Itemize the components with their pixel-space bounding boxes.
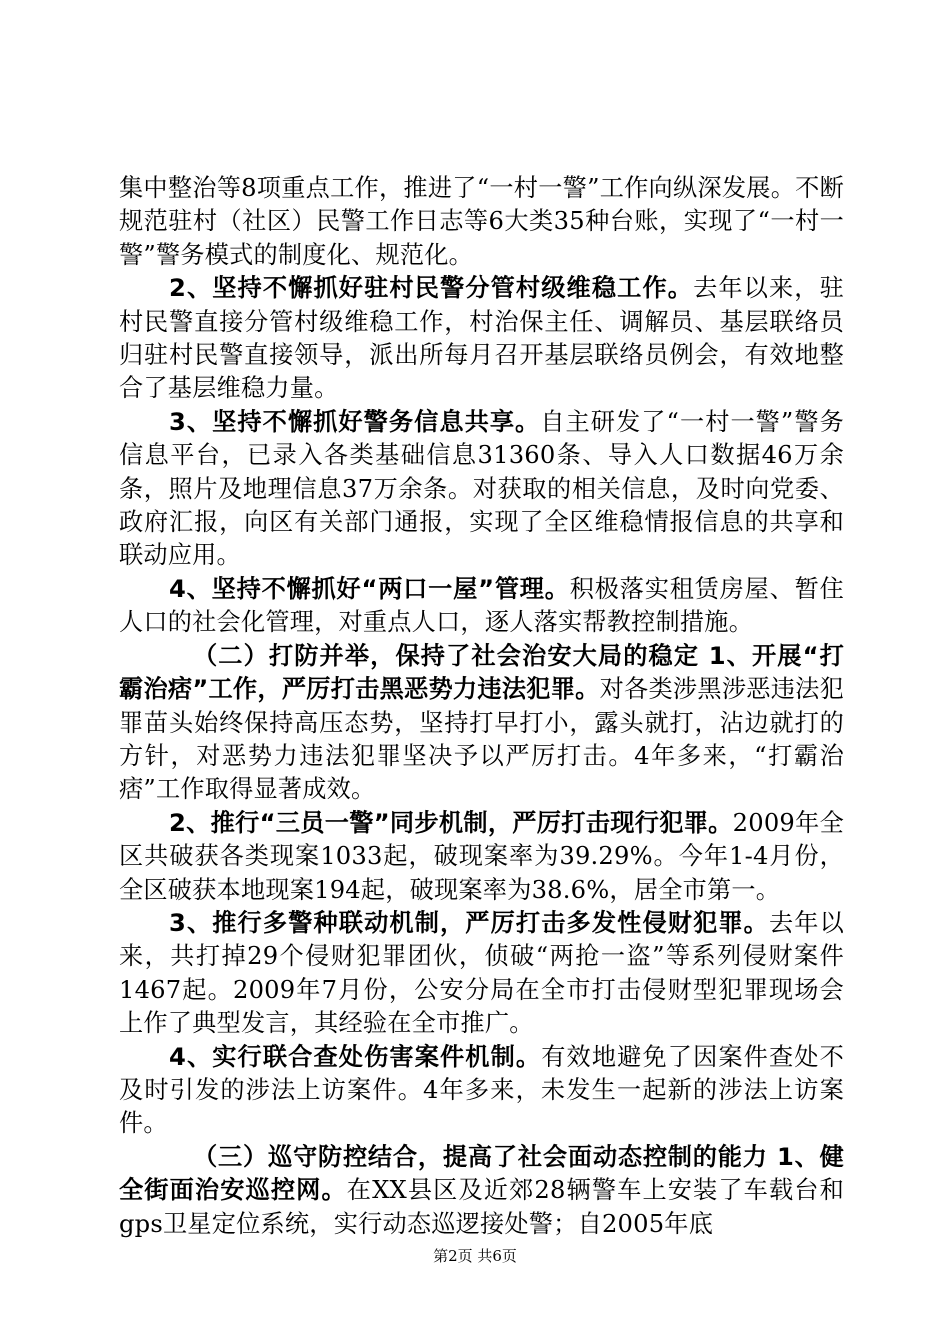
paragraph-text: 2009年全区共破获各类现案1033起，破现案率为39.29%。今年1-4月份，全区破获本地现案194起，破现案率为38.6%，居全市第一。 — [119, 808, 844, 904]
paragraph-1 — [119, 172, 844, 272]
paragraph-3 — [119, 406, 844, 573]
paragraph-4 — [119, 573, 844, 640]
paragraph-text: 对各类涉黑涉恶违法犯罪苗头始终保持高压态势，坚持打早打小，露头就打，沾边就打的方针，对恶势力违法犯罪坚决予以严厉打击。4年多来，“打霸治痞”工作取得显著成效。 — [119, 675, 844, 804]
paragraph-6 — [119, 807, 844, 907]
paragraph-text: 集中整治等8项重点工作，推进了“一村一警”工作向纵深发展。不断规范驻村（社区）民警工作日志等6大类35种台账，实现了“一村一警”警务模式的制度化、规范化。 — [119, 174, 844, 269]
paragraph-heading: 2、坚持不懈抓好驻村民警分管村级维稳工作。 — [169, 274, 694, 303]
document-body — [119, 172, 844, 1241]
paragraph-8 — [119, 1041, 844, 1141]
section-heading: （二）打防并举，保持了社会治安大局的稳定 1、开展“打霸治痞”工作，严厉打击黑恶势力违法犯罪。 — [119, 641, 844, 704]
paragraph-text: 去年以来，共打掉29个侵财犯罪团伙，侦破“两抢一盗”等系列侵财案件1467起。2009年7月份，公安分局在全市打击侵财型犯罪现场会上作了典型发言，其经验在全市推广。 — [119, 908, 844, 1038]
paragraph-5 — [119, 640, 844, 807]
paragraph-heading: 3、坚持不懈抓好警务信息共享。 — [169, 407, 541, 436]
paragraph-text: 有效地避免了因案件查处不及时引发的涉法上访案件。4年多来，未发生一起新的涉法上访案件。 — [119, 1042, 844, 1138]
paragraph-text: 积极落实租赁房屋、暂住人口的社会化管理，对重点人口，逐人落实帮教控制措施。 — [119, 574, 844, 637]
section-heading: （三）巡守防控结合，提高了社会面动态控制的能力 1、健全街面治安巡控网。 — [119, 1142, 844, 1205]
page-footer: 第2页 共6页 — [433, 1247, 517, 1265]
paragraph-heading: 2、推行“三员一警”同步机制，严厉打击现行犯罪。 — [169, 808, 733, 837]
paragraph-text: 在XX县区及近郊28辆警车上安装了车载台和gps卫星定位系统，实行动态巡逻接处警；自2005年底 — [119, 1176, 844, 1238]
paragraph-heading: 4、坚持不懈抓好“两口一屋”管理。 — [169, 574, 570, 603]
paragraph-text: 去年以来，驻村民警直接分管村级维稳工作，村治保主任、调解员、基层联络员归驻村民警直接领导，派出所每月召开基层联络员例会，有效地整合了基层维稳力量。 — [119, 274, 844, 403]
paragraph-heading: 4、实行联合查处伤害案件机制。 — [169, 1042, 542, 1071]
paragraph-2 — [119, 272, 844, 406]
paragraph-text: 自主研发了“一村一警”警务信息平台，已录入各类基础信息31360条、导入人口数据46万余条，照片及地理信息37万余条。对获取的相关信息，及时向党委、政府汇报，向区有关部门通报，实现了全区维稳情报信息的共享和联动应用。 — [119, 407, 844, 570]
paragraph-heading: 3、推行多警种联动机制，严厉打击多发性侵财犯罪。 — [169, 908, 769, 937]
paragraph-9 — [119, 1141, 844, 1241]
paragraph-7 — [119, 907, 844, 1041]
